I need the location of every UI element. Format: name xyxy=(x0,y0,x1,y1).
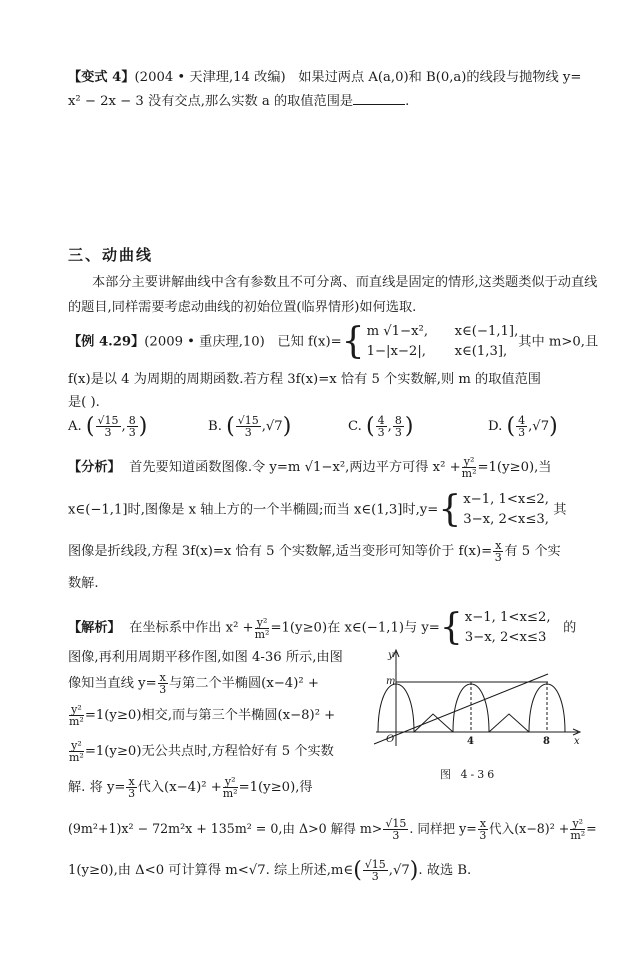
solution-l1a: 在坐标系中作出 x² + xyxy=(129,620,254,636)
case1-domain: x∈(−1,1], xyxy=(454,324,519,339)
variant-text-end: . xyxy=(405,94,410,109)
solution-line-6 xyxy=(68,776,313,799)
solution-l6c: =1(y≥0),得 xyxy=(238,780,313,795)
option-b[interactable]: B. ( $\frac{√15}{3}$ ,√7) xyxy=(208,414,292,439)
solution-l4: =1(y≥0)相交,而与第三个半椭圆(x−8)² + xyxy=(84,708,336,723)
variant-tag: 【变式 4】 xyxy=(68,70,135,85)
example-lead: 已知 f(x)= xyxy=(277,334,342,350)
example-line-1 xyxy=(68,322,598,362)
analysis-l3a: 图像是折线段,方程 3f(x)=x 恰有 5 个实数解,适当变形可知等价于 f(x)= xyxy=(68,544,493,559)
solution-l3a: 像知当直线 y= xyxy=(68,676,157,691)
variant-line-2 xyxy=(68,90,409,109)
variant-text-b: x² − 2x − 3 没有交点,那么实数 a 的取值范围是 xyxy=(68,94,354,109)
section-title: 三、动曲线 xyxy=(68,246,154,264)
solution-brace: { xyxy=(439,607,463,648)
option-d-right: √7 xyxy=(532,419,550,434)
solution-l7b: . 同样把 y= xyxy=(409,821,477,836)
option-a-frac2: $\frac{8}{3}$ xyxy=(128,414,136,439)
fig-label-m: m xyxy=(386,676,396,687)
figure-caption: 图 4-36 xyxy=(440,768,498,781)
case2-expr: 1−|x−2|, xyxy=(366,344,426,359)
solution-frac-y2m2-c: $\frac{\text{y²}}{\text{m²}}$ xyxy=(69,739,84,764)
fig-label-8: 8 xyxy=(543,736,550,747)
option-d-frac1: $\frac{4}{3}$ xyxy=(518,414,526,439)
analysis-l3b: 有 5 个实 xyxy=(504,544,561,559)
solution-line-1 xyxy=(68,608,576,648)
analysis-frac-x3: $\frac{x}{3}$ xyxy=(494,539,502,564)
analysis-frac-y2m2: $\frac{\text{y²}}{\text{m²}}$ xyxy=(461,455,477,480)
option-d[interactable]: D. ( $\frac{4}{3}$ ,√7) xyxy=(488,414,558,439)
zigzag-2 xyxy=(489,714,529,732)
solution-l8a: 1(y≥0),由 Δ<0 可计算得 m<√7. 综上所述,m∈ xyxy=(68,863,354,878)
option-a[interactable]: A. ( $\frac{√15}{3}$ , $\frac{8}{3}$ ) xyxy=(68,414,148,439)
solution-frac-x3-b: $\frac{x}{3}$ xyxy=(128,775,136,800)
fig-label-4: 4 xyxy=(467,736,474,747)
option-c-label: C. xyxy=(348,419,362,434)
analysis-line-2 xyxy=(68,490,566,530)
solution-frac-y2m2-d: $\frac{\text{y²}}{\text{m²}}$ xyxy=(222,775,238,800)
analysis-brace: { xyxy=(438,489,462,530)
solution-l5: =1(y≥0)无公共点时,方程恰好有 5 个实数 xyxy=(84,744,334,759)
solution-l6b: 代入(x−4)² + xyxy=(137,780,222,795)
analysis-l2a: x∈(−1,1]时,图像是 x 轴上方的一个半椭圆;而当 x∈(1,3]时,y= xyxy=(68,502,439,518)
piecewise-cases xyxy=(367,322,519,362)
figure-4-36 xyxy=(366,646,596,756)
option-d-label: D. xyxy=(488,419,503,434)
solution-line-3 xyxy=(68,672,319,695)
solution-interval-right: √7 xyxy=(393,863,410,878)
fig-label-y: y xyxy=(388,650,394,661)
analysis-line-4: 数解. xyxy=(68,576,99,591)
solution-l7d: = xyxy=(586,821,597,836)
options-row xyxy=(68,414,608,448)
solution-l1b: =1(y≥0)在 x∈(−1,1)与 y= xyxy=(270,620,440,636)
analysis-tag: 【分析】 xyxy=(68,460,121,475)
option-a-label: A. xyxy=(68,419,82,434)
solution-cases: x−1, 1<x≤2, 3−x, 2<x≤3 xyxy=(464,610,551,645)
fig-label-O: O xyxy=(386,734,395,745)
solution-l7a: (9m²+1)x² − 72m²x + 135m² = 0,由 Δ>0 解得 m> xyxy=(68,821,383,836)
option-c-frac2: $\frac{8}{3}$ xyxy=(394,414,402,439)
solution-frac-y2m2-e: $\frac{\text{y²}}{\text{m²}}$ xyxy=(570,817,586,842)
option-c-frac1: $\frac{4}{3}$ xyxy=(377,414,385,439)
variant-text-a: 如果过两点 A(a,0)和 B(0,a)的线段与抛物线 y= xyxy=(298,70,582,85)
variant-line-1 xyxy=(68,66,581,85)
example-line-3: 是( ). xyxy=(68,395,100,410)
example-tag: 【例 4.29】 xyxy=(68,334,145,350)
option-b-label: B. xyxy=(208,419,222,434)
solution-line-4 xyxy=(68,704,335,727)
solution-l6a: 解. 将 y= xyxy=(68,780,126,795)
solution-l8b: . 故选 B. xyxy=(418,863,472,878)
section-intro-2: 的题目,同样需要考虑动曲线的初始位置(临界情形)如何选取. xyxy=(68,300,417,315)
example-tail: 其中 m>0,且 xyxy=(518,334,599,350)
fig-label-x: x xyxy=(574,736,580,747)
solution-frac-s15-a: $\frac{√15}{3}$ xyxy=(385,817,407,842)
solution-frac-s15-b: $\frac{√15}{3}$ xyxy=(364,858,386,883)
analysis-line-1 xyxy=(68,456,551,479)
option-a-frac1: $\frac{√15}{3}$ xyxy=(97,414,119,439)
answer-blank[interactable] xyxy=(353,91,405,105)
option-c[interactable]: C. ( $\frac{4}{3}$ , $\frac{8}{3}$ ) xyxy=(348,414,414,439)
solution-line-2: 图像,再利用周期平移作图,如图 4-36 所示,由图 xyxy=(68,650,343,665)
solution-frac-x3-a: $\frac{x}{3}$ xyxy=(159,671,167,696)
analysis-line-3 xyxy=(68,540,561,563)
solution-l1c: 的 xyxy=(563,620,577,636)
analysis-l1b: =1(y≥0),当 xyxy=(477,460,552,475)
variant-source: (2004 • 天津理,14 改编) xyxy=(134,70,286,85)
example-source: (2009 • 重庆理,10) xyxy=(144,334,265,350)
solution-l3b: 与第二个半椭圆(x−4)² + xyxy=(168,676,319,691)
option-b-right: √7 xyxy=(265,419,283,434)
solution-frac-y2m2: $\frac{\text{y²}}{\text{m²}}$ xyxy=(254,615,270,641)
analysis-l1a: 首先要知道函数图像.令 y=m √1−x²,两边平方可得 x² + xyxy=(129,460,461,475)
analysis-l2b: 其 xyxy=(553,502,567,518)
zigzag-1 xyxy=(414,714,453,732)
solution-tag: 【解析】 xyxy=(68,620,121,636)
solution-l7c: 代入(x−8)² + xyxy=(489,821,570,836)
solution-frac-y2m2-b: $\frac{\text{y²}}{\text{m²}}$ xyxy=(69,703,84,728)
solution-frac-x3-c: $\frac{x}{3}$ xyxy=(479,817,487,842)
section-intro-1: 本部分主要讲解曲线中含有参数且不可分离、而直线是固定的情形,这类题类似于动直线 xyxy=(92,275,598,290)
piecewise-brace: { xyxy=(341,321,365,362)
analysis-cases: x−1, 1<x≤2, 3−x, 2<x≤3, xyxy=(463,492,549,527)
solution-line-5 xyxy=(68,740,334,763)
option-b-frac1: $\frac{√15}{3}$ xyxy=(237,414,259,439)
case2-domain: x∈(1,3], xyxy=(454,344,508,359)
case1-expr: m √1−x², xyxy=(366,324,429,339)
solution-line-8: 1(y≥0),由 Δ<0 可计算得 m<√7. 综上所述,m∈( $\frac{√15}{3}$ ,√7). 故选 B. xyxy=(68,858,472,883)
solution-line-7 xyxy=(68,818,597,841)
example-line-2: f(x)是以 4 为周期的周期函数.若方程 3f(x)=x 恰有 5 个实数解,则 m 的取值范围 xyxy=(68,372,541,387)
